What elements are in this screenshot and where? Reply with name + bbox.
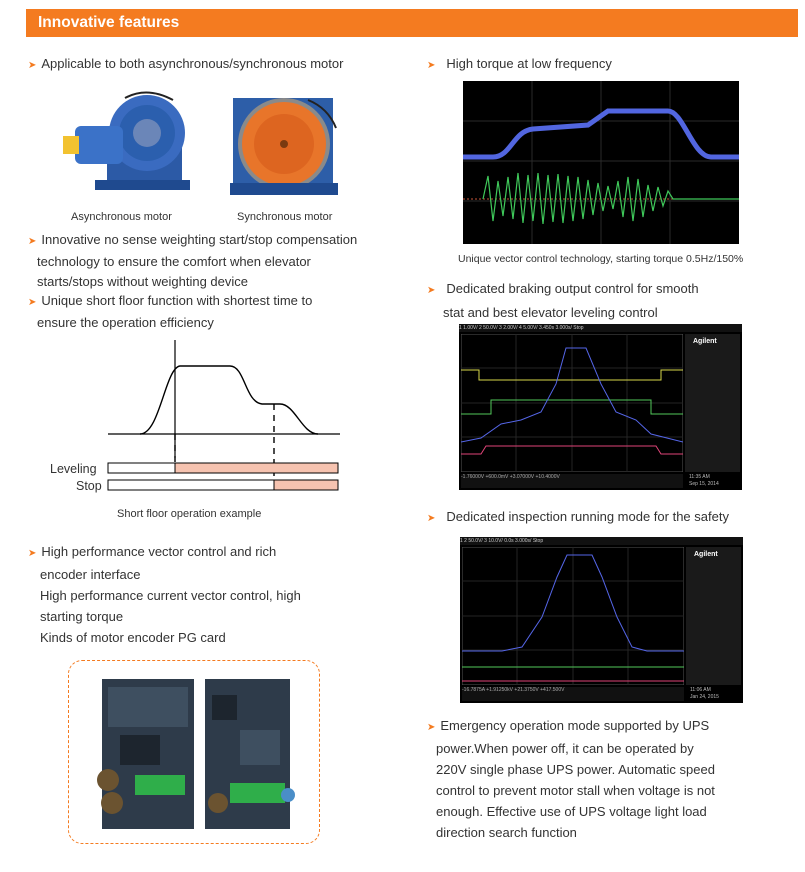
arrow-icon: ➤ (427, 513, 436, 524)
inspection-oscilloscope (460, 537, 743, 703)
weighting-bullet: ➤ Innovative no sense weighting start/stop compensation technology to ensure the comfort when elevator starts/stops without weighting device (28, 232, 358, 289)
sync-caption: Synchronous motor (237, 211, 333, 223)
scope2-timestamp: 11:06 AM Jan 24, 2015 (690, 687, 719, 700)
braking-bullet: ➤ Dedicated braking output control for smooth stat and best elevator leveling control (427, 281, 699, 320)
braking-oscilloscope (459, 324, 742, 490)
scope1-timestamp: 11:35 AM Sep 15, 2014 (689, 474, 719, 487)
scope1-bottom-bar: -1.76000V +600.0mV +3.07000V +10.4000V (461, 474, 683, 488)
inspection-bullet: ➤ Dedicated inspection running mode for the safety (427, 509, 729, 524)
arrow-icon: ➤ (427, 285, 436, 296)
diagram-stop-label: Stop (76, 479, 102, 493)
vector-control-bullet: ➤ High performance vector control and rich encoder interface High performance current vector control, high starting torque Kinds of motor encoder PG card (28, 544, 301, 645)
ups-bullet: ➤ Emergency operation mode supported by UPS power.When power off, it can be operated by 220V single phase UPS power. Automatic speed control to prevent motor stall when voltage is not enough. Effective use of UPS voltage light load direction search function (427, 718, 715, 840)
torque-waveform (463, 81, 739, 244)
arrow-icon: ➤ (28, 236, 37, 247)
diagram-leveling-label: Leveling (50, 462, 97, 476)
scope1-waveform (461, 334, 683, 472)
scope2-brand: Agilent (694, 551, 718, 558)
asynchronous-motor-image (55, 88, 190, 203)
scope1-brand: Agilent (693, 338, 717, 345)
short-floor-bullet: ➤ Unique short floor function with shortest time to ensure the operation efficiency (28, 293, 313, 330)
torque-oscilloscope (463, 81, 739, 244)
scope2-bottom-bar: -16.7875A +1.91250kV +21.3750V +417.500V (462, 687, 684, 701)
arrow-icon: ➤ (28, 548, 37, 559)
section-header (26, 9, 798, 37)
scope1-side-panel (685, 334, 740, 472)
arrow-icon: ➤ (28, 60, 37, 71)
torque-bullet: ➤ High torque at low frequency (427, 56, 612, 71)
diagram-caption: Short floor operation example (117, 508, 262, 520)
arrow-icon: ➤ (427, 60, 436, 71)
torque-caption: Unique vector control technology, starting torque 0.5Hz/150% (458, 253, 744, 265)
pg-card-image (90, 675, 305, 835)
section-title: Innovative features (38, 14, 180, 31)
arrow-icon: ➤ (28, 297, 37, 308)
synchronous-motor-image (228, 88, 343, 203)
motor-bullet: ➤ Applicable to both asynchronous/synchronous motor (28, 56, 344, 71)
scope2-waveform (462, 547, 684, 685)
scope1-top-bar: 1 1.00V/ 2 50.0V/ 3 2.00V/ 4 5.00V/ 3.450s 3.000s/ Stop (459, 324, 742, 332)
arrow-icon: ➤ (427, 722, 436, 733)
scope2-side-panel (686, 547, 741, 685)
async-caption: Asynchronous motor (71, 211, 172, 223)
scope2-top-bar: 1 2 50.0V/ 3 10.0V/ 0.0s 3.000s/ Stop (460, 537, 743, 545)
